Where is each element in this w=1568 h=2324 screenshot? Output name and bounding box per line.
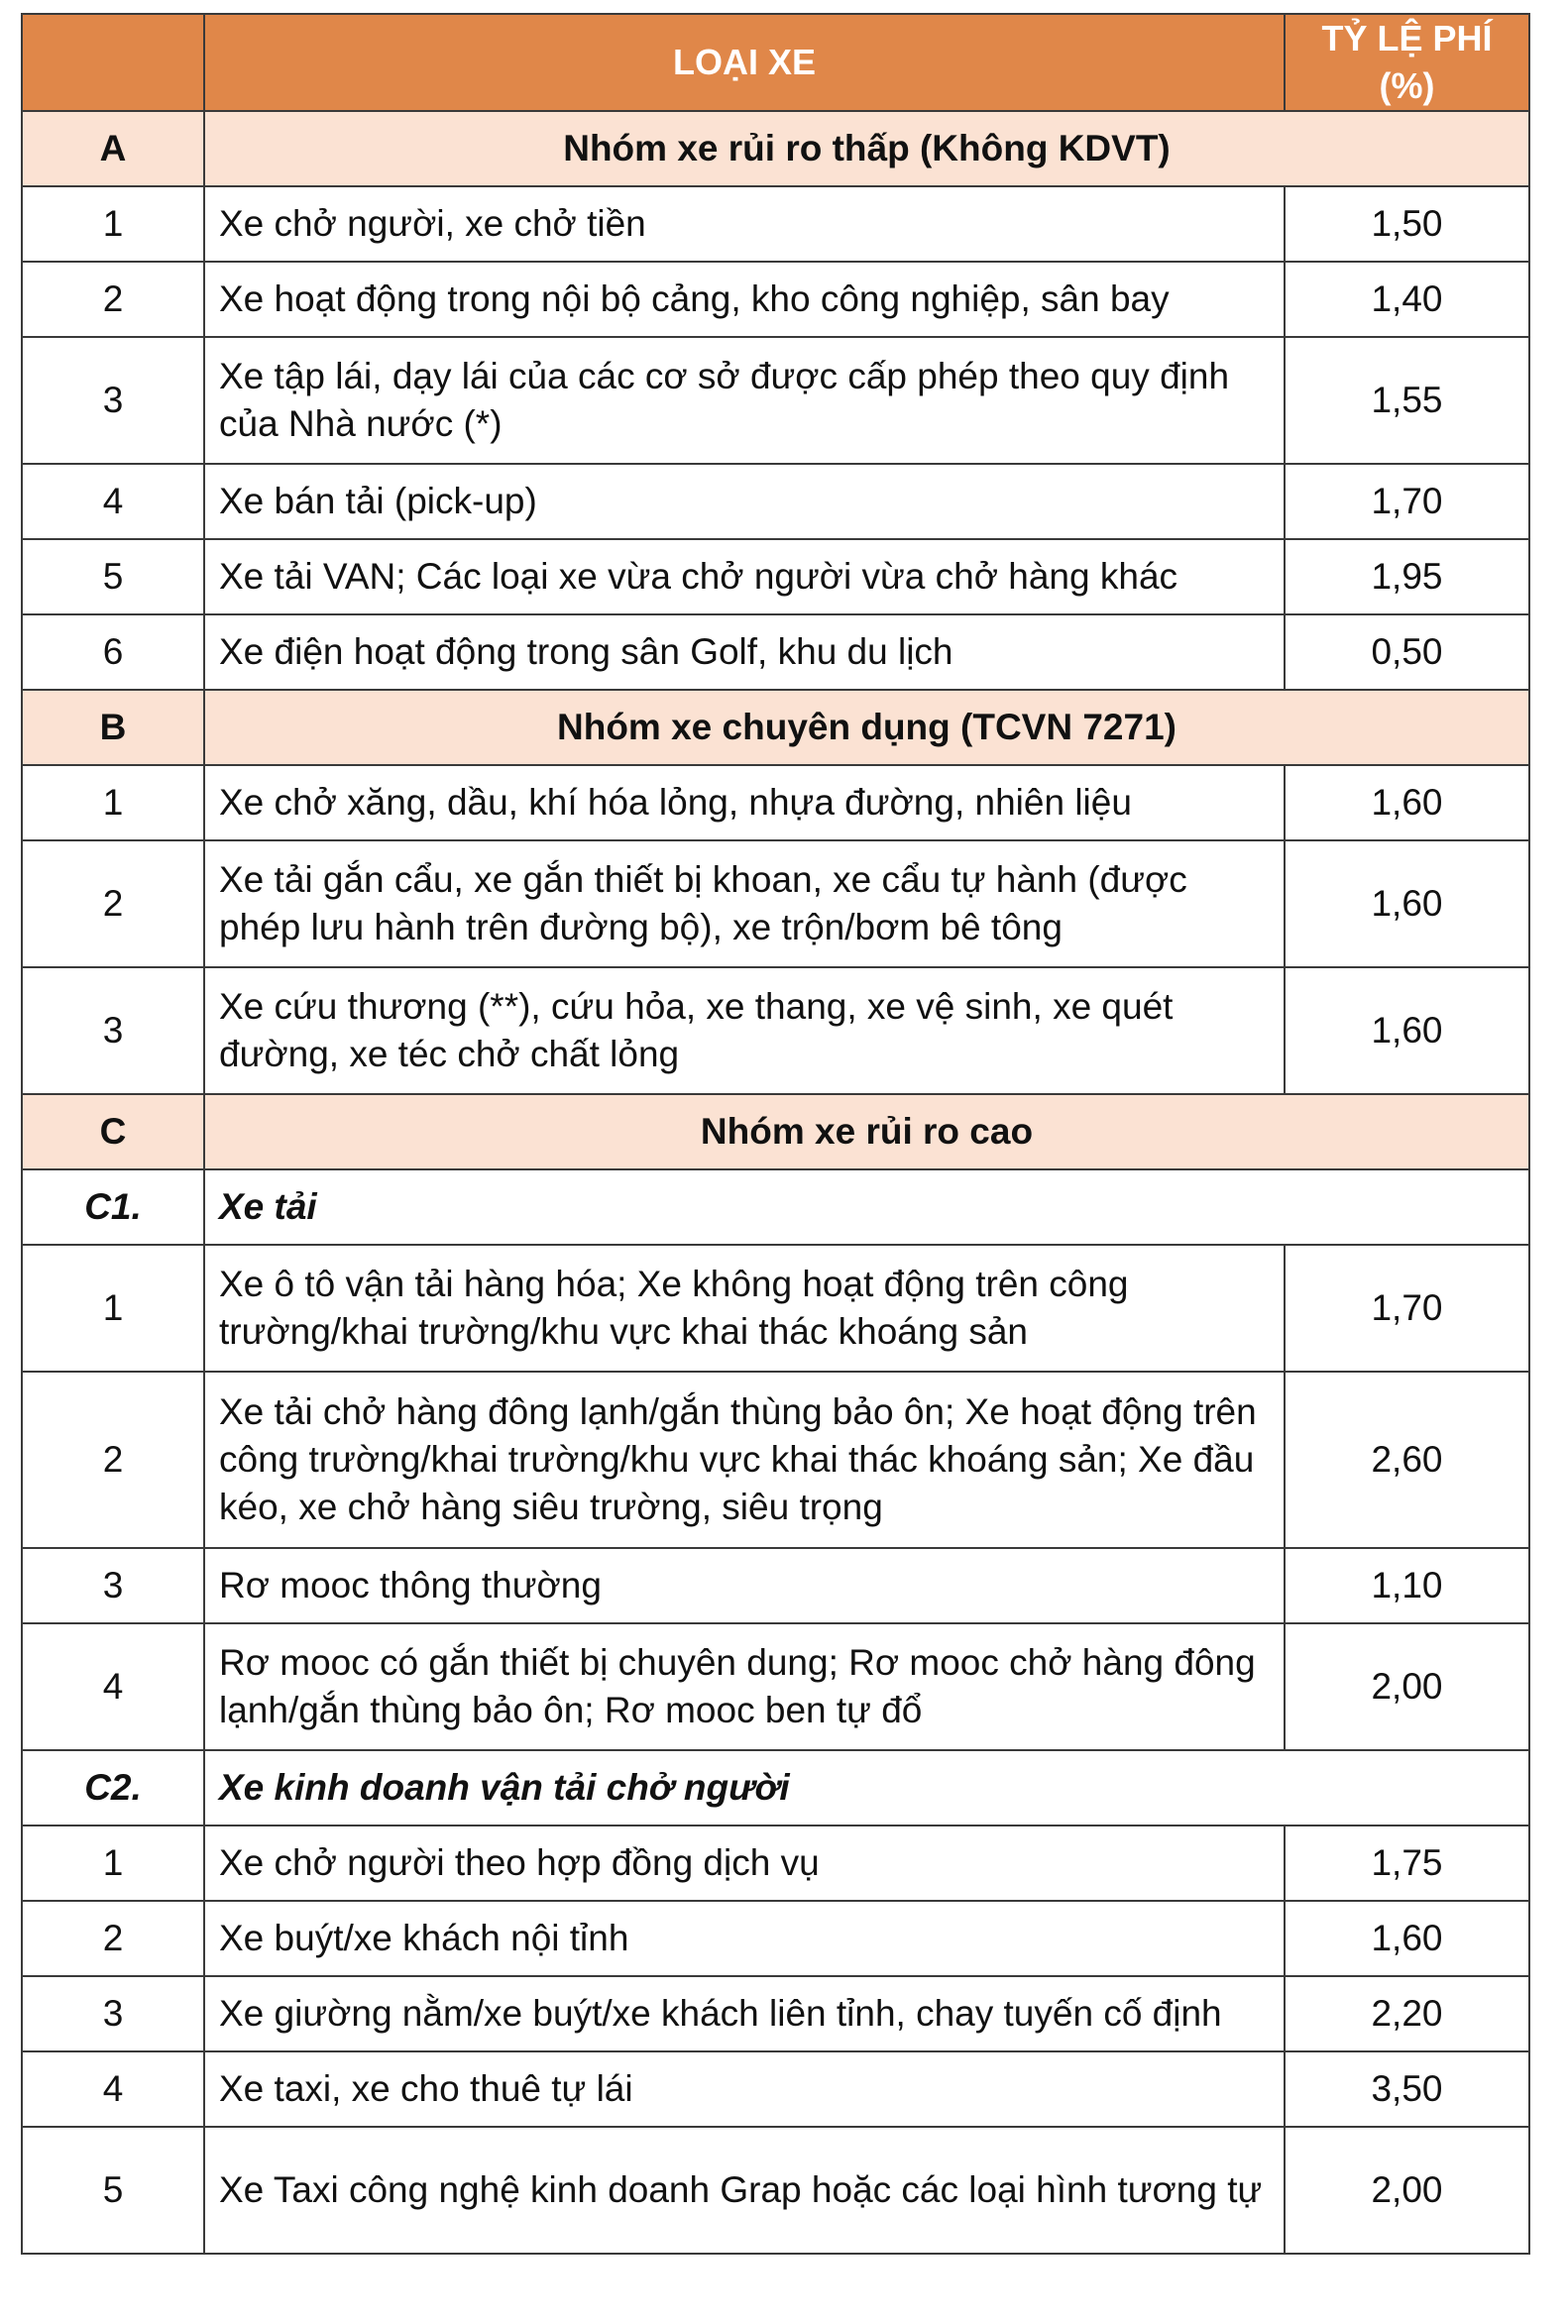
- table-row: [22, 539, 1529, 614]
- row-number: 1: [22, 765, 204, 840]
- table-row: [22, 1245, 1529, 1372]
- table-row: [22, 1901, 1529, 1976]
- column-header-vehicle-type: LOẠI XE: [204, 14, 1285, 111]
- table-row: [22, 186, 1529, 262]
- row-number: 2: [22, 262, 204, 337]
- row-number: 5: [22, 2127, 204, 2254]
- row-number: 5: [22, 539, 204, 614]
- rate-value: 1,10: [1285, 1548, 1529, 1623]
- row-number: 3: [22, 1548, 204, 1623]
- table-row: [22, 1372, 1529, 1548]
- section-row: [22, 111, 1529, 186]
- subsection-row: [22, 1169, 1529, 1245]
- section-code: C2.: [22, 1750, 204, 1826]
- insurance-rate-table: [21, 13, 1530, 2255]
- vehicle-type: Xe tải VAN; Các loại xe vừa chở người vừa chở hàng khác: [204, 539, 1285, 614]
- rate-value: 2,20: [1285, 1976, 1529, 2051]
- table-row: [22, 1826, 1529, 1901]
- row-number: 3: [22, 337, 204, 464]
- vehicle-type: Xe giường nằm/xe buýt/xe khách liên tỉnh, chay tuyến cố định: [204, 1976, 1285, 2051]
- section-code: C: [22, 1094, 204, 1169]
- column-header-number: [22, 14, 204, 111]
- rate-value: 1,40: [1285, 262, 1529, 337]
- section-code: C1.: [22, 1169, 204, 1245]
- subsection-row: [22, 1750, 1529, 1826]
- row-number: 4: [22, 464, 204, 539]
- vehicle-type: Xe buýt/xe khách nội tỉnh: [204, 1901, 1285, 1976]
- vehicle-type: Xe tải gắn cẩu, xe gắn thiết bị khoan, xe cẩu tự hành (được phép lưu hành trên đường bộ), xe trộn/bơm bê tông: [204, 840, 1285, 967]
- row-number: 3: [22, 967, 204, 1094]
- row-number: 2: [22, 1901, 204, 1976]
- section-code: B: [22, 690, 204, 765]
- rate-value: 1,60: [1285, 1901, 1529, 1976]
- table-row: [22, 2127, 1529, 2254]
- section-row: [22, 1094, 1529, 1169]
- rate-value: 1,70: [1285, 1245, 1529, 1372]
- row-number: 4: [22, 2051, 204, 2127]
- row-number: 3: [22, 1976, 204, 2051]
- vehicle-type: Rơ mooc thông thường: [204, 1548, 1285, 1623]
- vehicle-type: Xe hoạt động trong nội bộ cảng, kho công nghiệp, sân bay: [204, 262, 1285, 337]
- table-row: [22, 840, 1529, 967]
- section-row: [22, 690, 1529, 765]
- vehicle-type: Xe taxi, xe cho thuê tự lái: [204, 2051, 1285, 2127]
- vehicle-type: Xe tập lái, dạy lái của các cơ sở được cấp phép theo quy định của Nhà nước (*): [204, 337, 1285, 464]
- vehicle-type: Xe chở người, xe chở tiền: [204, 186, 1285, 262]
- vehicle-type: Xe bán tải (pick-up): [204, 464, 1285, 539]
- section-code: A: [22, 111, 204, 186]
- section-title: Nhóm xe rủi ro thấp (Không KDVT): [204, 111, 1529, 186]
- section-title: Nhóm xe chuyên dụng (TCVN 7271): [204, 690, 1529, 765]
- table-row: [22, 1548, 1529, 1623]
- rate-value: 1,60: [1285, 840, 1529, 967]
- table-row: [22, 262, 1529, 337]
- section-title: Xe tải: [204, 1169, 1529, 1245]
- table-row: [22, 967, 1529, 1094]
- vehicle-type: Xe ô tô vận tải hàng hóa; Xe không hoạt động trên công trường/khai trường/khu vực khai thác khoáng sản: [204, 1245, 1285, 1372]
- section-title: Xe kinh doanh vận tải chở người: [204, 1750, 1529, 1826]
- column-header-rate: TỶ LỆ PHÍ (%): [1285, 14, 1529, 111]
- vehicle-type: Xe chở người theo hợp đồng dịch vụ: [204, 1826, 1285, 1901]
- rate-value: 2,60: [1285, 1372, 1529, 1548]
- table-row: [22, 1623, 1529, 1750]
- rate-value: 1,95: [1285, 539, 1529, 614]
- section-title: Nhóm xe rủi ro cao: [204, 1094, 1529, 1169]
- row-number: 1: [22, 1245, 204, 1372]
- row-number: 1: [22, 186, 204, 262]
- vehicle-type: Xe Taxi công nghệ kinh doanh Grap hoặc các loại hình tương tự: [204, 2127, 1285, 2254]
- rate-value: 3,50: [1285, 2051, 1529, 2127]
- rate-value: 0,50: [1285, 614, 1529, 690]
- rate-value: 1,70: [1285, 464, 1529, 539]
- vehicle-type: Xe tải chở hàng đông lạnh/gắn thùng bảo ôn; Xe hoạt động trên công trường/khai trường/khu vực khai thác khoáng sản; Xe đầu kéo, xe chở hàng siêu trường, siêu trọng: [204, 1372, 1285, 1548]
- row-number: 4: [22, 1623, 204, 1750]
- table-row: [22, 765, 1529, 840]
- table-row: [22, 1976, 1529, 2051]
- rate-value: 1,75: [1285, 1826, 1529, 1901]
- row-number: 1: [22, 1826, 204, 1901]
- vehicle-type: Xe chở xăng, dầu, khí hóa lỏng, nhựa đường, nhiên liệu: [204, 765, 1285, 840]
- table-body: [22, 111, 1529, 2254]
- table-row: [22, 2051, 1529, 2127]
- rate-value: 1,55: [1285, 337, 1529, 464]
- table-header-row: [22, 14, 1529, 111]
- rate-value: 1,60: [1285, 967, 1529, 1094]
- rate-value: 2,00: [1285, 1623, 1529, 1750]
- rate-value: 2,00: [1285, 2127, 1529, 2254]
- table-row: [22, 614, 1529, 690]
- vehicle-type: Rơ mooc có gắn thiết bị chuyên dung; Rơ mooc chở hàng đông lạnh/gắn thùng bảo ôn; Rơ mooc ben tự đổ: [204, 1623, 1285, 1750]
- vehicle-type: Xe cứu thương (**), cứu hỏa, xe thang, xe vệ sinh, xe quét đường, xe téc chở chất lỏng: [204, 967, 1285, 1094]
- row-number: 6: [22, 614, 204, 690]
- row-number: 2: [22, 840, 204, 967]
- table-row: [22, 464, 1529, 539]
- rate-value: 1,50: [1285, 186, 1529, 262]
- rate-value: 1,60: [1285, 765, 1529, 840]
- table-row: [22, 337, 1529, 464]
- vehicle-type: Xe điện hoạt động trong sân Golf, khu du lịch: [204, 614, 1285, 690]
- row-number: 2: [22, 1372, 204, 1548]
